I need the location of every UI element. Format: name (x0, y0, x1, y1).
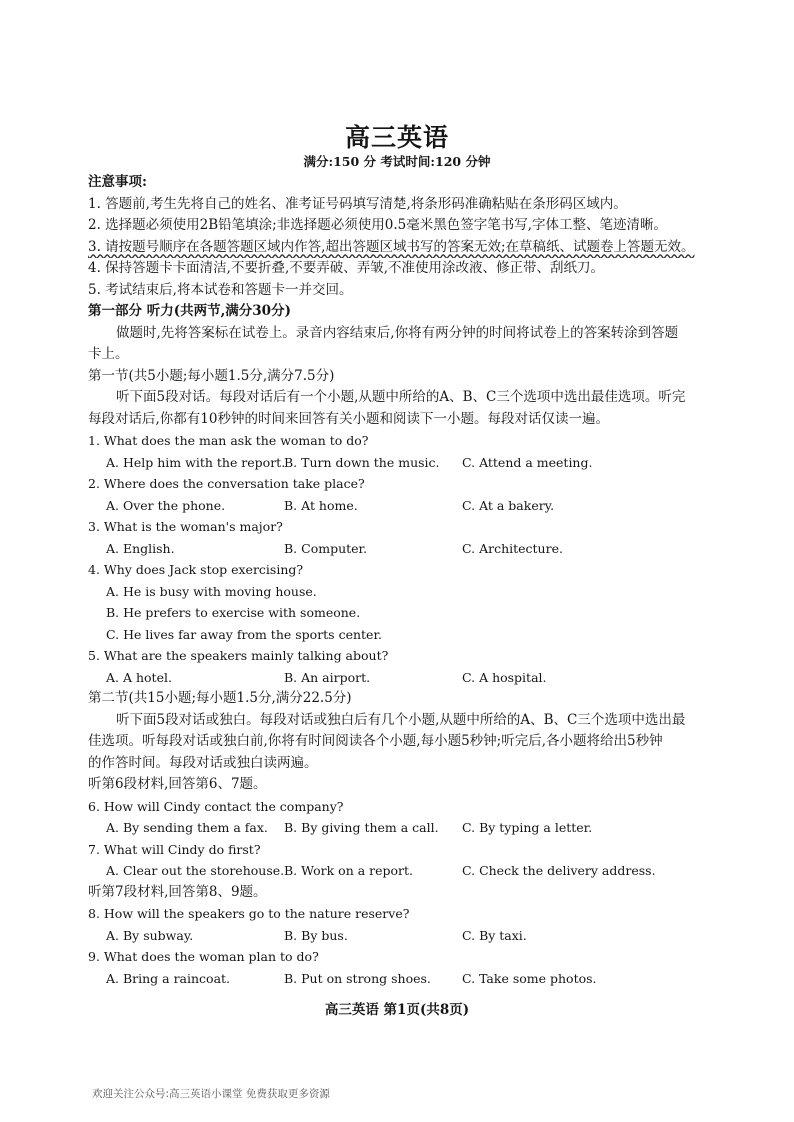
question-1-options (88, 452, 714, 474)
option-b: B. At home. (284, 497, 358, 513)
question-9: 9. What does the woman plan to do? (88, 949, 319, 964)
promo-watermark: 欢迎关注公众号:高三英语小课堂 免费获取更多资源 (92, 1088, 330, 1100)
question-1: 1. What does the man ask the woman to do? (88, 433, 369, 448)
option-c: C. Take some photos. (462, 970, 597, 986)
note-item-5: 5. 考试结束后,将本试卷和答题卡一并交回。 (88, 281, 353, 298)
option-b: B. Turn down the music. (284, 454, 440, 470)
exam-subtitle: 满分:150 分 考试时间:120 分钟 (303, 154, 491, 169)
exam-content (88, 172, 714, 989)
option-a: A. Help him with the report. (106, 454, 286, 470)
material-6-label: 听第6段材料,回答第6、7题。 (88, 776, 267, 792)
question-2: 2. Where does the conversation take place? (88, 476, 365, 491)
option-a: A. He is busy with moving house. (106, 583, 317, 599)
note-item-1: 1. 答题前,考生先将自己的姓名、准考证号码填写清楚,将条形码准确粘贴在条形码区域内。 (88, 195, 627, 212)
question-4: 4. Why does Jack stop exercising? (88, 562, 304, 577)
page-footer: 高三英语 第1页(共8页) (324, 1002, 470, 1018)
exam-title: 高三英语 (344, 123, 449, 152)
option-b: B. He prefers to exercise with someone. (106, 605, 361, 620)
section1-intro-line1: 听下面5段对话。每段对话后有一个小题,从题中所给的A、B、C三个选项中选出最佳选项。听完 (116, 389, 686, 405)
question-9-options (88, 968, 714, 990)
section1-intro-line2: 每段对话后,你都有10秒钟的时间来回答有关小题和阅读下一小题。每段对话仅读一遍。 (88, 410, 609, 427)
option-c: C. At a bakery. (462, 497, 555, 513)
question-2-options (88, 495, 714, 517)
note-item-2: 2. 选择题必须使用2B铅笔填涂;非选择题必须使用0.5毫米黑色签字笔书写,字体工整、笔迹清晰。 (88, 217, 667, 233)
option-c: C. A hospital. (462, 669, 547, 685)
question-6-options (88, 817, 714, 839)
option-a: A. Bring a raincoat. (106, 970, 231, 986)
question-8-options (88, 925, 714, 947)
option-a: A. By subway. (106, 927, 194, 943)
option-c: C. Attend a meeting. (462, 454, 593, 470)
option-c: C. By typing a letter. (462, 820, 593, 835)
question-3: 3. What is the woman's major? (88, 519, 283, 534)
option-b: B. By bus. (284, 927, 348, 943)
section2-intro-line3: 的作答时间。每段对话或独白读两遍。 (88, 754, 318, 771)
note-item-3-text: 3. 请按题号顺序在各题答题区域内作答,超出答题区域书写的答案无效;在草稿纸、试题卷上答题无效。 (88, 238, 695, 255)
question-6: 6. How will Cindy contact the company? (88, 798, 344, 814)
section2-intro-line1: 听下面5段对话或独白。每段对话或独白后有几个小题,从题中所给的A、B、C三个选项中选出最 (116, 711, 686, 728)
note-item-4: 4. 保持答题卡卡面清洁,不要折叠,不要弄破、弄皱,不准使用涂改液、修正带、刮纸刀。 (88, 260, 605, 276)
option-b: B. Work on a report. (284, 863, 414, 878)
part1-heading: 第一部分 听力(共两节,满分30分) (88, 303, 291, 319)
option-a: A. English. (106, 540, 175, 556)
option-c: C. He lives far away from the sports center. (106, 626, 383, 642)
question-8: 8. How will the speakers go to the nature reserve? (88, 906, 410, 921)
notes-heading: 注意事项: (88, 174, 147, 190)
option-b: B. Put on strong shoes. (284, 970, 431, 986)
option-c: C. Architecture. (462, 540, 563, 556)
question-5: 5. What are the speakers mainly talking about? (88, 648, 389, 663)
option-b: B. Computer. (284, 540, 368, 556)
part1-intro-line1: 做题时,先将答案标在试卷上。录音内容结束后,你将有两分钟的时间将试卷上的答案转涂到答题 (116, 324, 679, 341)
option-c: C. By taxi. (462, 927, 527, 943)
option-a: A. A hotel. (106, 669, 172, 685)
part1-intro-line2: 卡上。 (88, 346, 129, 362)
question-7: 7. What will Cindy do first? (88, 841, 261, 857)
option-b: B. By giving them a call. (284, 820, 439, 835)
section1-heading: 第一节(共5小题;每小题1.5分,满分7.5分) (88, 367, 335, 384)
material-7-label: 听第7段材料,回答第8、9题。 (88, 883, 267, 900)
option-a: A. By sending them a fax. (106, 820, 268, 835)
option-b: B. An airport. (284, 669, 371, 685)
section2-heading: 第二节(共15小题;每小题1.5分,满分22.5分) (88, 690, 352, 706)
question-5-options (88, 667, 714, 689)
option-c: C. Check the delivery address. (462, 863, 656, 878)
question-3-options (88, 538, 714, 560)
note-item-3 (88, 237, 714, 259)
question-7-options (88, 860, 714, 882)
option-a: A. Over the phone. (106, 497, 226, 513)
section2-intro-line2: 佳选项。听每段对话或独白前,你将有时间阅读各个小题,每小题5秒钟;听完后,各小题将给出5秒钟 (88, 733, 663, 749)
option-a: A. Clear out the storehouse. (106, 863, 285, 878)
